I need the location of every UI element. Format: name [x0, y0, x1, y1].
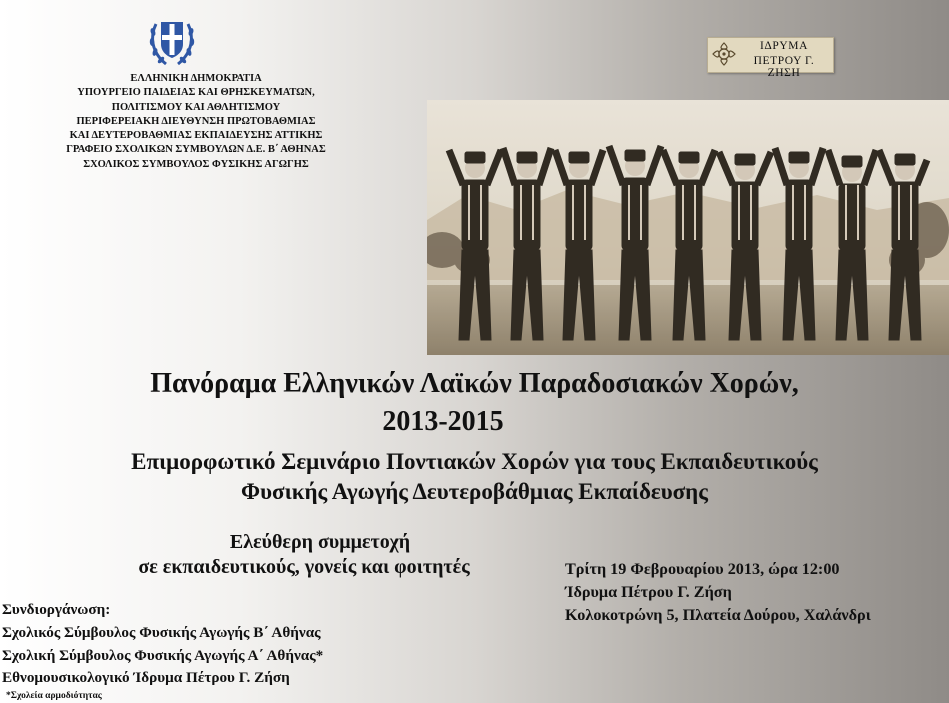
organizer-item: Σχολικός Σύμβουλος Φυσικής Αγωγής Β΄ Αθήνας	[2, 624, 321, 641]
participation-line1: Ελεύθερη συμμετοχή	[229, 531, 411, 553]
organizers-heading: Συνδιοργάνωση:	[2, 601, 111, 618]
main-title-years: 2013-2015	[382, 406, 504, 437]
participation-line2: σε εκπαιδευτικούς, γονείς και φοιτητές	[138, 556, 470, 578]
logo-text-line2: ΠΕΤΡΟΥ Γ. ΖΗΣΗ	[753, 55, 815, 79]
event-date-time: Τρίτη 19 Φεβρουαρίου 2013, ώρα 12:00	[565, 560, 840, 578]
ornament-icon	[712, 41, 736, 67]
subtitle-line2: Φυσικής Αγωγής Δευτεροβάθμιας Εκπαίδευσης	[241, 479, 708, 504]
event-address: Κολοκοτρώνη 5, Πλατεία Δούρου, Χαλάνδρι	[565, 606, 871, 624]
event-venue: Ίδρυμα Πέτρου Γ. Ζήση	[565, 583, 732, 601]
header-line: ΚΑΙ ΔΕΥΤΕΡΟΒΑΘΜΙΑΣ ΕΚΠΑΙΔΕΥΣΗΣ ΑΤΤΙΚΗΣ	[69, 130, 323, 142]
header-line: ΠΕΡΙΦΕΡΕΙΑΚΗ ΔΙΕΥΘΥΝΣΗ ΠΡΩΤΟΒΑΘΜΙΑΣ	[76, 115, 316, 127]
header-line: ΣΧΟΛΙΚΟΣ ΣΥΜΒΟΥΛΟΣ ΦΥΣΙΚΗΣ ΑΓΩΓΗΣ	[83, 158, 309, 170]
dancers-photograph	[427, 100, 949, 355]
organizer-item: Εθνομουσικολογικό Ίδρυμα Πέτρου Γ. Ζήση	[2, 669, 290, 686]
greek-coat-of-arms-icon	[148, 14, 196, 68]
organizer-item: Σχολική Σύμβουλος Φυσικής Αγωγής Α΄ Αθήνας*	[2, 647, 324, 664]
header-line: ΠΟΛΙΤΙΣΜΟΥ ΚΑΙ ΑΘΛΗΤΙΣΜΟΥ	[111, 101, 281, 113]
header-line: ΥΠΟΥΡΓΕΙΟ ΠΑΙΔΕΙΑΣ ΚΑΙ ΘΡΗΣΚΕΥΜΑΤΩΝ,	[77, 87, 315, 99]
header-line: ΕΛΛΗΝΙΚΗ ΔΗΜΟΚΡΑΤΙΑ	[130, 73, 262, 84]
subtitle-line1: Επιμορφωτικό Σεμινάριο Ποντιακών Χορών για τους Εκπαιδευτικούς	[131, 449, 818, 474]
ministry-header	[0, 72, 392, 172]
foundation-logo	[707, 37, 834, 79]
header-line: ΓΡΑΦΕΙΟ ΣΧΟΛΙΚΩΝ ΣΥΜΒΟΥΛΩΝ Δ.Ε. Β΄ ΑΘΗΝΑΣ	[66, 144, 326, 156]
logo-text-line1: ΙΔΡΥΜΑ	[759, 40, 809, 52]
main-title-line1: Πανόραμα Ελληνικών Λαϊκών Παραδοσιακών Χορών,	[150, 368, 799, 399]
organizers-footnote: *Σχολεία αρμοδιότητας	[6, 691, 102, 701]
